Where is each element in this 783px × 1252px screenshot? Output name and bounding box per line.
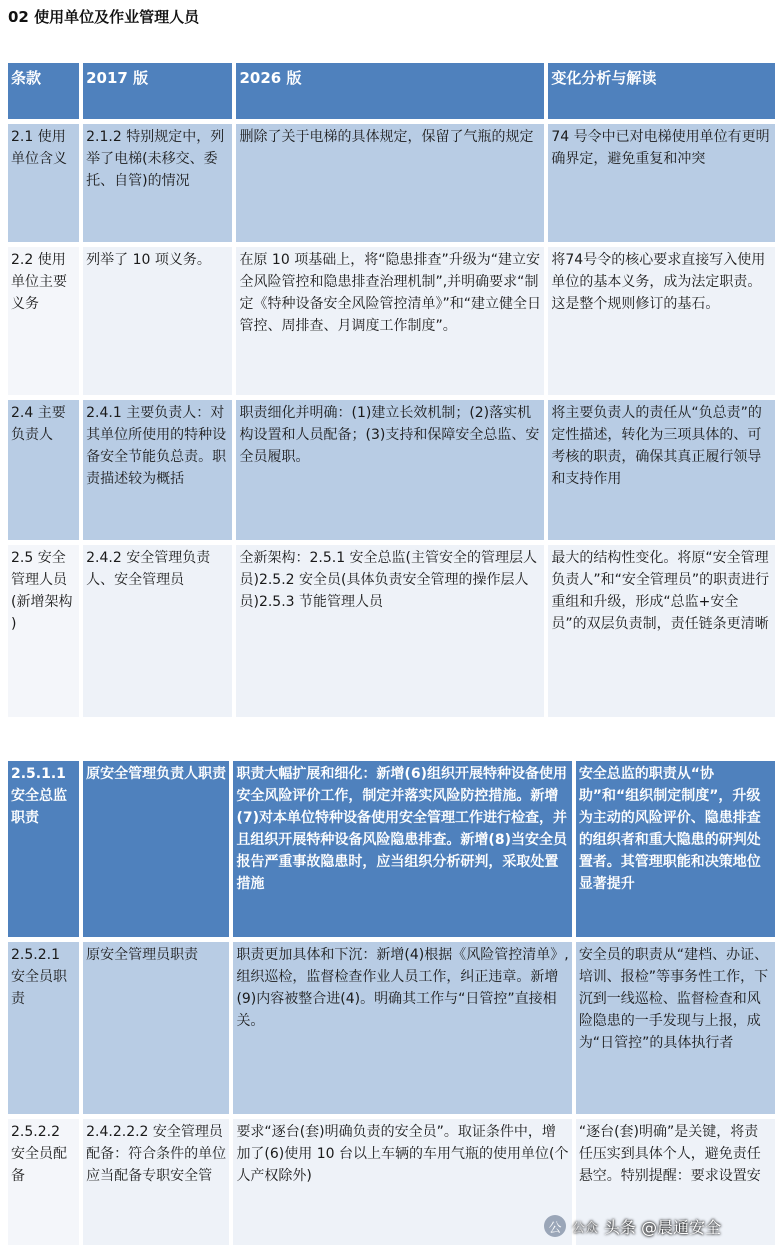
- analysis-cell: 最大的结构性变化。将原“安全管理负责人”和“安全管理员”的职责进行重组和升级，形成“总监+安全员”的双层负责制，责任链条更清晰: [548, 545, 775, 717]
- clause-cell: 2.5 安全管理人员(新增架构 ): [8, 545, 79, 717]
- table-row: [8, 124, 775, 242]
- header-2017: 2017 版: [83, 63, 232, 119]
- v2017-cell: 2.4.2 安全管理负责人、安全管理员: [83, 545, 232, 717]
- watermark: [544, 1206, 776, 1246]
- comparison-table-2: [4, 756, 779, 1250]
- clause-cell: 2.1 使用单位含义: [8, 124, 79, 242]
- v2026-cell: 职责更加具体和下沉：新增(4)根据《风险管控清单》,组织巡检，监督检查作业人员工作，纠正违章。新增(9)内容被整合进(4)。明确其工作与“日管控”直接相关。: [233, 942, 571, 1114]
- header-clause: 条款: [8, 63, 79, 119]
- analysis-cell: “逐台(套)明确”是关键，将责任压实到具体个人，避免责任悬空。特别提醒：要求设置安: [576, 1119, 775, 1245]
- v2026-cell: 职责大幅扩展和细化：新增(6)组织开展特种设备使用安全风险评价工作，制定并落实风险防控措施。新增(7)对本单位特种设备使用安全管理工作进行检查，并且组织开展特种设备风险隐患排查。新增(8)当安全员报告严重事故隐患时，应当组织分析研判，采取处置措施: [233, 761, 571, 937]
- v2026-cell: 全新架构：2.5.1 安全总监(主管安全的管理层人员)2.5.2 安全员(具体负责安全管理的操作层人员)2.5.3 节能管理人员: [236, 545, 544, 717]
- clause-cell: 2.2 使用单位主要义务: [8, 247, 79, 395]
- wechat-logo-icon: 公: [544, 1215, 566, 1237]
- v2026-cell: 删除了关于电梯的具体规定，保留了气瓶的规定: [236, 124, 544, 242]
- v2017-cell: 列举了 10 项义务。: [83, 247, 232, 395]
- analysis-cell: 将74号令的核心要求直接写入使用单位的基本义务，成为法定职责。这是整个规则修订的基石。: [548, 247, 775, 395]
- table-row: [8, 942, 775, 1114]
- clause-cell: 2.5.2.2 安全员配备: [8, 1119, 79, 1245]
- analysis-cell: 安全员的职责从“建档、办证、培训、报检”等事务性工作，下沉到一线巡检、监督检查和风险隐患的一手发现与上报，成为“日管控”的具体执行者: [576, 942, 775, 1114]
- analysis-cell: 将主要负责人的责任从“负总责”的定性描述，转化为三项具体的、可考核的职责，确保其真正履行领导和支持作用: [548, 400, 775, 540]
- clause-cell: 2.5.1.1 安全总监职责: [8, 761, 79, 937]
- v2017-cell: 2.4.2.2.2 安全管理员配备：符合条件的单位应当配备专职安全管: [83, 1119, 229, 1245]
- clause-cell: 2.4 主要负责人: [8, 400, 79, 540]
- v2026-cell: 在原 10 项基础上，将“隐患排查”升级为“建立安全风险管控和隐患排查治理机制”,并明确要求“制定《特种设备安全风险管控清单》”和“建立健全日管控、周排查、月调度工作制度”。: [236, 247, 544, 395]
- analysis-cell: 安全总监的职责从“协助”和“组织制定制度”，升级为主动的风险评价、隐患排查的组织者和重大隐患的研判处置者。其管理职能和决策地位显著提升: [576, 761, 775, 937]
- v2017-cell: 原安全管理负责人职责: [83, 761, 229, 937]
- analysis-cell: 74 号令中已对电梯使用单位有更明确界定，避免重复和冲突: [548, 124, 775, 242]
- v2026-cell: 要求“逐台(套)明确负责的安全员”。取证条件中，增加了(6)使用 10 台以上车辆的车用气瓶的使用单位(个人产权除外): [233, 1119, 571, 1245]
- comparison-table: [4, 58, 779, 722]
- table-header-row: [8, 63, 775, 119]
- header-analysis: 变化分析与解读: [548, 63, 775, 119]
- watermark-prefix: 公众: [572, 1220, 599, 1236]
- table-row: [8, 400, 775, 540]
- table-row: [8, 545, 775, 717]
- section-title: 02 使用单位及作业管理人员: [8, 8, 200, 26]
- v2017-cell: 2.1.2 特别规定中，列举了电梯(未移交、委托、自管)的情况: [83, 124, 232, 242]
- header-2026: 2026 版: [236, 63, 544, 119]
- table-row: [8, 761, 775, 937]
- table-row: [8, 247, 775, 395]
- clause-cell: 2.5.2.1 安全员职责: [8, 942, 79, 1114]
- v2017-cell: 原安全管理员职责: [83, 942, 229, 1114]
- watermark-text: 头条 @晨通安全: [604, 1217, 722, 1237]
- v2026-cell: 职责细化并明确：(1)建立长效机制；(2)落实机构设置和人员配备；(3)支持和保障安全总监、安全员履职。: [236, 400, 544, 540]
- v2017-cell: 2.4.1 主要负责人：对其单位所使用的特种设备安全节能负总责。职责描述较为概括: [83, 400, 232, 540]
